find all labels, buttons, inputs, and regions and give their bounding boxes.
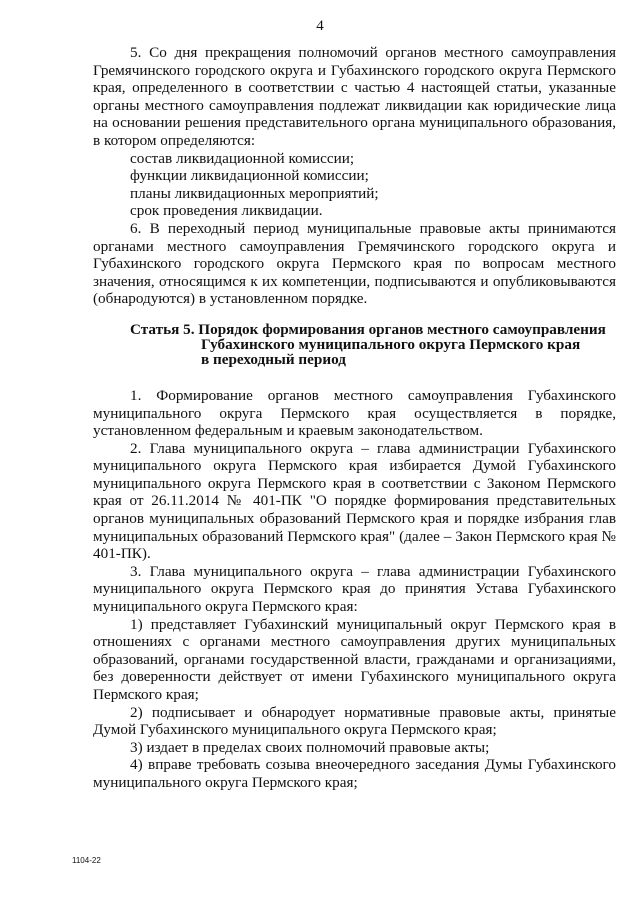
list-item: состав ликвидационной комиссии; <box>130 149 355 167</box>
list-item: 2) подписывает и обнародует нормативные правовые акты, принятые Думой Губахинского муниципального округа Пермского края; <box>93 703 616 739</box>
paragraph-6: 6. В переходный период муниципальные правовые акты принимаются органами местного самоуправления Гремячинского городского округа и Губахинского городского округа Пермского края по вопросам местного значения, относящимся к их компетенции, подписываются и опубликовываются (обнародуются) в установленном порядке. <box>93 219 616 308</box>
list-item: 1) представляет Губахинский муниципальный округ Пермского края в отношениях с органами местного самоуправления других муниципальных образований, органами государственной власти, гражданами и организациями, без доверенности действует от имени Губахинского муниципального округа Пермского края; <box>93 615 616 703</box>
list-item: 3) издает в пределах своих полномочий правовые акты; <box>130 738 490 756</box>
article-5-paragraph-2: 2. Глава муниципального округа – глава администрации Губахинского муниципального округа Пермского края избирается Думой Губахинского муниципального округа Пермского края в соответствии с Законом Пермского края от 26.11.2014 № 401-ПК "О порядке формирования представительных органов муниципальных образований Пермского края и порядке избрания глав муниципальных образований Пермского края" (далее – Закон Пермского края № 401-ПК). <box>93 439 616 563</box>
page-number: 4 <box>316 18 324 34</box>
document-body <box>93 44 616 792</box>
article-title-line: Губахинского муниципального округа Пермского края <box>201 335 581 353</box>
list-item: функции ликвидационной комиссии; <box>130 167 369 185</box>
document-code: 1104-22 <box>72 856 101 865</box>
article-5-paragraph-1: 1. Формирование органов местного самоуправления Губахинского муниципального округа Пермского края осуществляется в порядке, установленном федеральным и краевым законодательством. <box>93 386 616 440</box>
paragraph-5: 5. Со дня прекращения полномочий органов местного самоуправления Гремячинского городского округа и Губахинского городского округа Пермского края, определенного в соответствии с частью 4 настоящей статьи, указанные органы местного самоуправления подлежат ликвидации как юридические лица на основании решения представительного органа муниципального образования, в котором определяются: <box>93 44 616 149</box>
list-item: планы ликвидационных мероприятий; <box>130 184 379 202</box>
list-item: срок проведения ликвидации. <box>130 202 323 220</box>
article-5-heading <box>93 322 616 367</box>
article-title-line: в переходный период <box>201 350 346 368</box>
article-title-line: Статья 5. Порядок формирования органов местного самоуправления <box>130 320 606 338</box>
list-item: 4) вправе требовать созыва внеочередного заседания Думы Губахинского муниципального округа Пермского края; <box>93 756 616 791</box>
article-5-paragraph-3: 3. Глава муниципального округа – глава администрации Губахинского муниципального округа Пермского края до принятия Устава Губахинского муниципального округа Пермского края: <box>93 562 616 616</box>
